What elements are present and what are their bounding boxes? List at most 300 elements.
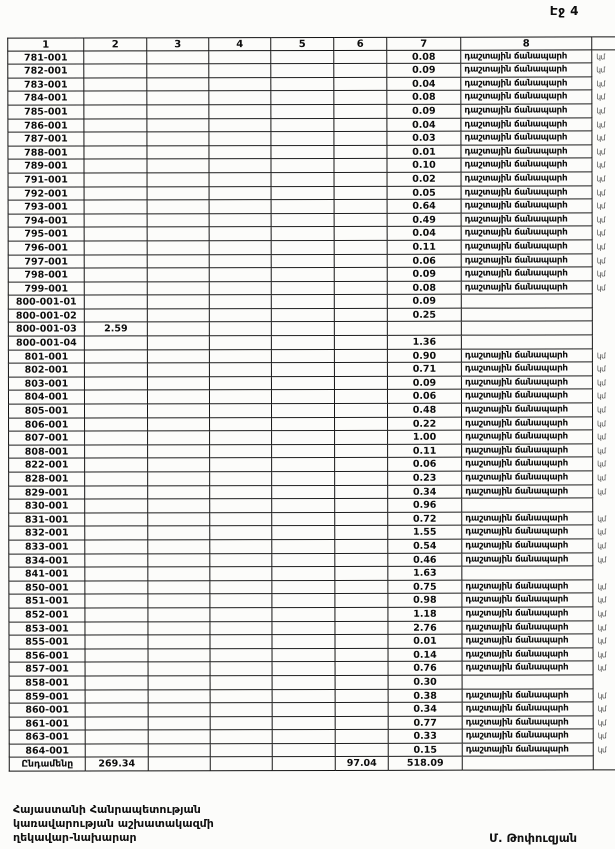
column-header-1: 1 — [7, 37, 84, 51]
table-row — [8, 390, 615, 405]
cell-3 — [148, 418, 210, 432]
table-row — [8, 376, 615, 391]
cell-2 — [86, 703, 149, 717]
cell-7: 0.33 — [389, 730, 463, 744]
cell-road-type — [462, 499, 593, 513]
cell-2 — [85, 255, 148, 269]
cell-code: 850-001 — [8, 581, 85, 595]
table-row — [8, 621, 615, 636]
cell-5 — [273, 730, 336, 744]
cell-7: 1.18 — [388, 608, 462, 622]
cell-7: 0.25 — [388, 309, 462, 323]
cell-3 — [148, 228, 210, 242]
cell-6 — [335, 390, 388, 404]
cell-7: 0.04 — [387, 77, 461, 91]
cell-6 — [336, 703, 389, 717]
unit-note: կմ — [597, 663, 607, 673]
unit-note: կմ — [597, 419, 606, 429]
cell-7: 0.38 — [389, 689, 463, 703]
unit-note: կմ — [597, 609, 606, 619]
cell-3 — [148, 391, 210, 405]
unit-note — [593, 308, 615, 322]
cell-2 — [84, 51, 147, 65]
cell-2 — [84, 78, 147, 92]
cell-7: 0.09 — [388, 295, 462, 309]
cell-4 — [209, 105, 271, 119]
cell-code: 784-001 — [7, 92, 84, 106]
unit-note — [593, 322, 615, 336]
unit-note: կմ — [597, 718, 607, 728]
cell-road-type: դաշտային ճանապարհ — [462, 635, 593, 649]
table-row — [8, 295, 615, 310]
unit-note: կմ — [596, 119, 605, 129]
cell-2 — [85, 486, 148, 500]
cell-6 — [334, 132, 387, 146]
cell-road-type: դաշտային ճանապարհ — [462, 186, 593, 200]
cell-5 — [271, 159, 334, 173]
cell-3 — [149, 649, 211, 663]
unit-note: կմ — [597, 690, 607, 700]
cell-road-type: դաշտային ճանապարհ — [461, 77, 592, 91]
cell-6 — [335, 254, 388, 268]
cell-5 — [272, 608, 335, 622]
cell-7: 0.98 — [388, 594, 462, 608]
cell-6 — [336, 662, 389, 676]
cell-3 — [148, 173, 210, 187]
cell-3 — [148, 567, 210, 581]
cell-6 — [334, 64, 387, 78]
table-row — [8, 553, 615, 568]
cell-road-type: դաշտային ճանապարհ — [462, 200, 593, 214]
cell-2 — [85, 391, 148, 405]
cell-7: 0.64 — [388, 200, 462, 214]
cell-4 — [210, 622, 272, 636]
total-col8 — [463, 757, 594, 771]
cell-5 — [271, 64, 334, 78]
total-col2: 269.34 — [86, 758, 149, 772]
cell-6 — [335, 336, 388, 350]
cell-2 — [85, 268, 148, 282]
cell-7: 0.90 — [388, 349, 462, 363]
cell-code: 832-001 — [8, 527, 85, 541]
cell-4 — [210, 377, 272, 391]
table-row — [8, 458, 615, 473]
cell-2 — [85, 296, 148, 310]
table-body — [7, 50, 615, 758]
cell-4 — [209, 159, 271, 173]
cell-5 — [272, 621, 335, 635]
unit-note: կմ — [597, 636, 607, 646]
cell-2 — [84, 105, 147, 119]
table-row — [7, 77, 615, 92]
cell-7: 0.96 — [388, 499, 462, 513]
column-header-4: 4 — [209, 37, 271, 51]
cell-4 — [211, 703, 273, 717]
cell-2 — [85, 200, 148, 214]
cell-2 — [85, 282, 148, 296]
cell-road-type: դաշտային ճանապարհ — [461, 145, 592, 159]
cell-6 — [336, 717, 389, 731]
page-number-label: Էջ 4 — [549, 4, 579, 18]
cell-road-type: դաշտային ճանապարհ — [463, 730, 594, 744]
cell-4 — [210, 540, 272, 554]
cell-road-type: դաշտային ճանապարհ — [461, 91, 592, 105]
cell-road-type: դաշտային ճանապարհ — [462, 471, 593, 485]
cell-4 — [210, 214, 272, 228]
cell-6 — [335, 214, 388, 228]
cell-5 — [272, 200, 335, 214]
unit-note: կմ — [596, 242, 606, 252]
table-row — [8, 254, 615, 269]
cell-4 — [209, 78, 271, 92]
cell-road-type: դաշտային ճանապարհ — [463, 716, 594, 730]
cell-3 — [149, 703, 211, 717]
cell-2 — [85, 445, 148, 459]
table-row — [8, 240, 615, 255]
cell-7: 0.15 — [389, 744, 463, 758]
cell-road-type: դաշտային ճանապարհ — [462, 431, 593, 445]
unit-note: կմ — [596, 283, 606, 293]
unit-note: կմ — [597, 595, 606, 605]
cell-code: 803-001 — [8, 377, 85, 391]
cell-7: 0.01 — [387, 145, 461, 159]
unit-note: կմ — [597, 745, 607, 755]
unit-note: կմ — [597, 731, 607, 741]
cell-6 — [336, 730, 389, 744]
table-row — [8, 308, 615, 323]
cell-5 — [272, 404, 335, 418]
cell-4 — [209, 119, 271, 133]
cell-5 — [272, 268, 335, 282]
cell-4 — [210, 513, 272, 527]
unit-note: կմ — [596, 364, 606, 374]
cell-4 — [210, 594, 272, 608]
cell-6 — [336, 676, 389, 690]
cell-7: 0.14 — [389, 648, 463, 662]
column-header-3: 3 — [147, 37, 209, 51]
cell-code: 805-001 — [8, 405, 85, 419]
table-row — [8, 172, 615, 187]
cell-6 — [335, 186, 388, 200]
cell-2 — [85, 527, 148, 541]
cell-2 — [85, 377, 148, 391]
table-row — [8, 281, 615, 296]
total-col5 — [273, 757, 336, 771]
cell-3 — [147, 92, 209, 106]
signature-name: Մ. Թոփուզյան — [489, 831, 577, 845]
cell-5 — [272, 540, 335, 554]
cell-road-type: դաշտային ճանապարհ — [462, 349, 593, 363]
cell-code: 801-001 — [8, 350, 85, 364]
cell-code: 853-001 — [8, 622, 85, 636]
cell-code: 806-001 — [8, 418, 85, 432]
cell-7: 0.06 — [388, 458, 462, 472]
column-header-2: 2 — [84, 37, 147, 51]
cell-5 — [272, 486, 335, 500]
column-header-8: 8 — [461, 36, 592, 50]
cell-3 — [148, 499, 210, 513]
cell-2 — [84, 133, 147, 147]
cell-code: 781-001 — [7, 51, 84, 65]
cell-6 — [336, 649, 389, 663]
cell-4 — [210, 581, 272, 595]
cell-3 — [147, 64, 209, 78]
cell-3 — [148, 336, 210, 350]
unit-note — [593, 499, 615, 513]
cell-5 — [271, 78, 334, 92]
cell-2 — [85, 581, 148, 595]
cell-road-type: դաշտային ճանապարհ — [463, 648, 594, 662]
cell-3 — [147, 160, 209, 174]
cell-3 — [148, 268, 210, 282]
cell-7: 0.76 — [389, 662, 463, 676]
cell-6 — [335, 431, 388, 445]
cell-4 — [211, 662, 273, 676]
cell-code: 829-001 — [8, 486, 85, 500]
cell-road-type: դաշտային ճանապարհ — [462, 240, 593, 254]
cell-7: 0.72 — [388, 512, 462, 526]
unit-note — [593, 335, 615, 349]
total-gutter — [594, 757, 615, 771]
cell-6 — [335, 268, 388, 282]
cell-road-type — [462, 295, 593, 309]
cell-3 — [147, 105, 209, 119]
cell-3 — [147, 132, 209, 146]
cell-3 — [148, 527, 210, 541]
cell-code: 855-001 — [8, 636, 85, 650]
cell-4 — [210, 472, 272, 486]
cell-5 — [273, 676, 336, 690]
header-gutter — [592, 36, 615, 50]
cell-2 — [85, 432, 148, 446]
cell-4 — [211, 717, 273, 731]
cell-5 — [271, 146, 334, 160]
cell-road-type: դաշտային ճանապարհ — [461, 159, 592, 173]
cell-2 — [85, 364, 148, 378]
cell-3 — [148, 445, 210, 459]
cell-5 — [272, 390, 335, 404]
cell-4 — [210, 445, 272, 459]
cell-5 — [272, 350, 335, 364]
table-row — [7, 159, 615, 174]
unit-note: կմ — [597, 554, 606, 564]
table-row — [8, 199, 615, 214]
unit-note: կմ — [596, 106, 605, 116]
cell-3 — [147, 119, 209, 133]
table-row — [7, 118, 615, 133]
cell-road-type: դաշտային ճանապարհ — [462, 607, 593, 621]
cell-code: 794-001 — [8, 214, 85, 228]
cell-3 — [148, 595, 210, 609]
cell-5 — [272, 214, 335, 228]
cell-4 — [210, 241, 272, 255]
unit-note: կմ — [597, 432, 606, 442]
table-row — [8, 431, 615, 446]
cell-2 — [85, 595, 148, 609]
table-row — [7, 91, 615, 106]
cell-3 — [149, 690, 211, 704]
cell-6 — [335, 540, 388, 554]
cell-7: 0.77 — [389, 716, 463, 730]
cell-road-type: դաշտային ճանապարհ — [463, 689, 594, 703]
cell-code: 796-001 — [8, 241, 85, 255]
cell-2 — [86, 676, 149, 690]
cell-code: 802-001 — [8, 364, 85, 378]
cell-7: 0.11 — [388, 241, 462, 255]
cell-3 — [149, 663, 211, 677]
unit-note: կմ — [596, 215, 606, 225]
table-row — [9, 743, 615, 758]
cell-4 — [211, 730, 273, 744]
cell-4 — [209, 132, 271, 146]
cell-4 — [210, 458, 272, 472]
cell-road-type: դաշտային ճանապարհ — [462, 403, 593, 417]
cell-7: 0.09 — [387, 105, 461, 119]
cell-road-type: դաշտային ճանապարհ — [462, 594, 593, 608]
table-row — [8, 349, 615, 364]
cell-7: 1.00 — [388, 431, 462, 445]
cell-road-type: դաշտային ճանապարհ — [462, 580, 593, 594]
cell-2 — [85, 635, 148, 649]
table-row — [7, 145, 615, 160]
table-row — [8, 363, 615, 378]
cell-road-type: դաշտային ճանապարհ — [461, 118, 592, 132]
cell-5 — [273, 717, 336, 731]
cell-7: 0.05 — [388, 186, 462, 200]
cell-5 — [272, 567, 335, 581]
cell-6 — [335, 526, 388, 540]
table-row — [9, 662, 615, 677]
cell-2 — [86, 744, 149, 758]
cell-6 — [335, 282, 388, 296]
cell-6 — [334, 91, 387, 105]
cell-2 — [85, 418, 148, 432]
unit-note: կմ — [596, 65, 605, 75]
cell-road-type: դաշտային ճանապարհ — [462, 254, 593, 268]
cell-code: 804-001 — [8, 391, 85, 405]
cell-5 — [273, 703, 336, 717]
table-row — [8, 267, 615, 282]
cell-code: 800-001-02 — [8, 309, 85, 323]
cell-5 — [272, 363, 335, 377]
cell-6 — [336, 744, 389, 758]
cell-3 — [148, 255, 210, 269]
cell-6 — [335, 200, 388, 214]
cell-3 — [149, 744, 211, 758]
cell-code: 788-001 — [7, 146, 84, 160]
cell-2 — [85, 554, 148, 568]
total-col4 — [211, 758, 273, 772]
cell-4 — [210, 255, 272, 269]
table-row — [8, 580, 615, 595]
cell-7: 0.48 — [388, 404, 462, 418]
cell-3 — [148, 241, 210, 255]
cell-6 — [334, 118, 387, 132]
cell-2 — [85, 459, 148, 473]
unit-note — [593, 567, 615, 581]
unit-note: կմ — [597, 473, 606, 483]
cell-4 — [210, 567, 272, 581]
cell-5 — [272, 418, 335, 432]
cell-4 — [210, 268, 272, 282]
table-row — [8, 526, 615, 541]
cell-road-type — [462, 567, 593, 581]
cell-6 — [335, 377, 388, 391]
cell-7: 1.55 — [388, 526, 462, 540]
cell-code: 858-001 — [9, 676, 86, 690]
table-row — [8, 227, 615, 242]
cell-7: 1.36 — [388, 336, 462, 350]
cell-6 — [334, 78, 387, 92]
cell-3 — [148, 513, 210, 527]
cell-6 — [335, 458, 388, 472]
cell-road-type: դաշտային ճանապարհ — [462, 227, 593, 241]
cell-5 — [272, 295, 335, 309]
unit-note: կմ — [596, 351, 606, 361]
cell-code: 791-001 — [8, 173, 85, 187]
cell-6 — [335, 173, 388, 187]
cell-code: 785-001 — [7, 105, 84, 119]
cell-4 — [210, 499, 272, 513]
cell-7: 0.06 — [388, 254, 462, 268]
cell-5 — [272, 554, 335, 568]
cell-3 — [148, 350, 210, 364]
cell-7: 0.09 — [388, 268, 462, 282]
cell-3 — [147, 78, 209, 92]
cell-6 — [335, 472, 388, 486]
cell-4 — [210, 363, 272, 377]
cell-2 — [85, 568, 148, 582]
cell-code: 861-001 — [9, 717, 86, 731]
cell-code: 789-001 — [7, 160, 84, 174]
unit-note: կմ — [596, 147, 605, 157]
cell-6 — [335, 608, 388, 622]
cell-road-type: դաշտային ճանապարհ — [463, 703, 594, 717]
cell-6 — [335, 445, 388, 459]
cell-road-type: դաշտային ճանապարհ — [463, 662, 594, 676]
cell-5 — [272, 499, 335, 513]
table-row — [8, 417, 615, 432]
cell-6 — [335, 404, 388, 418]
cell-code: 860-001 — [9, 704, 86, 718]
cell-7: 0.06 — [388, 390, 462, 404]
cell-2 — [85, 187, 148, 201]
cell-7: 0.09 — [387, 64, 461, 78]
unit-note: կմ — [596, 160, 606, 170]
cell-6 — [335, 485, 388, 499]
cell-2 — [84, 65, 147, 79]
cell-code: 863-001 — [9, 731, 86, 745]
cell-5 — [272, 581, 335, 595]
cell-5 — [272, 322, 335, 336]
cell-2 — [85, 472, 148, 486]
cell-3 — [148, 187, 210, 201]
table-row — [8, 322, 615, 337]
cell-3 — [148, 282, 210, 296]
cell-code: 852-001 — [8, 608, 85, 622]
cell-4 — [210, 200, 272, 214]
cell-2 — [86, 690, 149, 704]
cell-4 — [210, 336, 272, 350]
cell-2 — [84, 160, 147, 174]
cell-7 — [388, 322, 462, 336]
cell-4 — [210, 486, 272, 500]
unit-note: կմ — [596, 255, 606, 265]
cell-5 — [273, 744, 336, 758]
column-header-5: 5 — [271, 37, 334, 51]
cell-2 — [85, 350, 148, 364]
cell-3 — [148, 377, 210, 391]
